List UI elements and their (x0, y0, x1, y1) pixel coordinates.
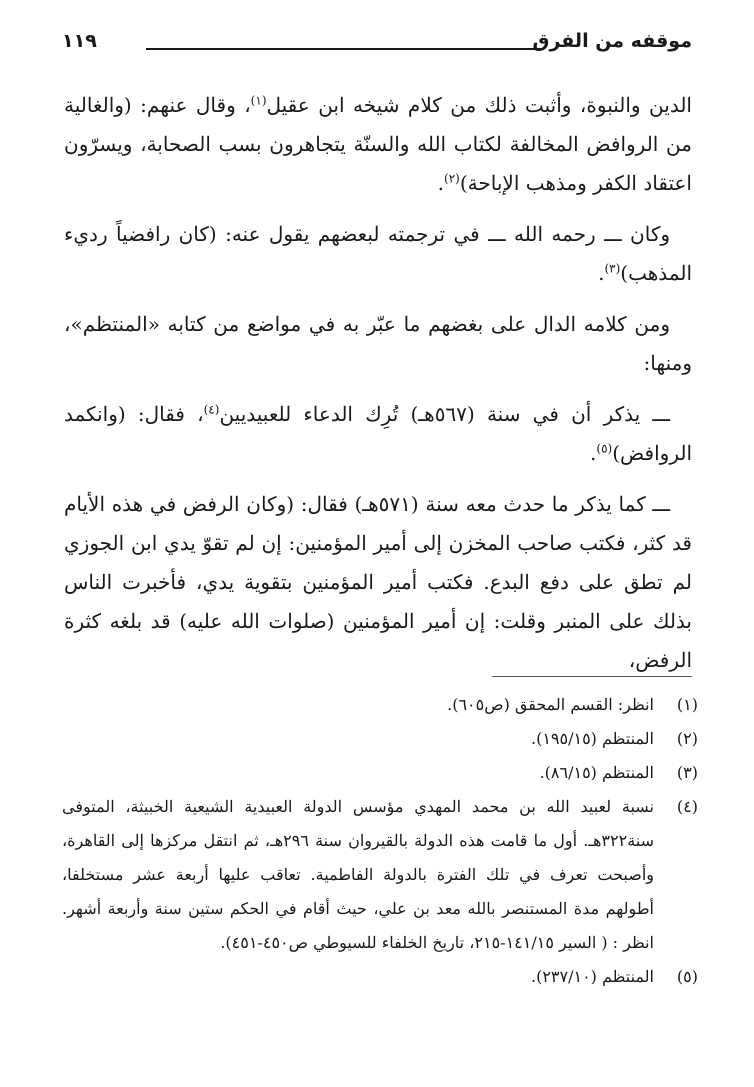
footnote-text: انظر: القسم المحقق (ص٦٠٥). (447, 695, 654, 714)
footnote-ref: (٥) (596, 441, 613, 456)
paragraph-4: ـــ يذكر أن في سنة (٥٦٧هـ) تُرِك الدعاء للعبيديين$^{(٤)}$، فقال: (وانكمد الروافض)$^{(٥)}$. (64, 402, 692, 465)
main-text (64, 86, 692, 692)
footnote-number: (١) (676, 695, 698, 714)
footnote-3 (62, 756, 698, 790)
footnote-text: المنتظم (١٩٥/١٥). (530, 729, 654, 748)
footnote-text: المنتظم (٨٦/١٥). (539, 763, 654, 782)
footnote-ref: (٤) (203, 402, 220, 417)
footnote-ref: (٢) (444, 171, 460, 186)
footnote-2 (62, 722, 698, 756)
footnote-1 (62, 688, 698, 722)
paragraph-2: وكان ـــ رحمه الله ـــ في ترجمته لبعضهم يقول عنه: (كان رافضياً رديء المذهب)$^{(٣)}$. (64, 222, 692, 285)
footnote-ref: (١) (250, 93, 267, 108)
footnote-text: المنتظم (٢٣٧/١٠). (530, 967, 654, 986)
running-title: موقفه من الفرق (532, 30, 692, 52)
footnote-4 (62, 790, 698, 960)
page-header (62, 28, 692, 62)
footnote-5 (62, 960, 698, 994)
footnote-ref: (٣) (604, 261, 621, 276)
footnote-text: نسبة لعبيد الله بن محمد المهدي مؤسس الدولة العبيدية الشيعية الخبيثة، المتوفى سنة٣٢٢هـ. أول ما قامت هذه الدولة بالقيروان سنة ٢٩٦هـ، ثم انتقل مركزها إلى القاهرة، وأصبحت تعرف في تلك الفترة بالدولة الفاطمية. تعاقب عليها أربعة عشر مستخلفا، أطولهم مدة المستنصر بالله معد بن علي، حيث أقام في الحكم ستين سنة وأربعة أشهر. انظر : ( السير ١٤١/١٥-٢١٥، تاريخ الخلفاء للسيوطي ص٤٥٠-٤٥١). (62, 797, 655, 952)
paragraph-1: الدين والنبوة، وأثبت ذلك من كلام شيخه ابن عقيل$^{(١)}$، وقال عنهم: (والغالية من الروافض المخالفة لكتاب الله والسنّة يتجاهرون بسب الصحابة، ويسرّون اعتقاد الكفر ومذهب الإباحة)$^{(٢)}$. (64, 93, 692, 195)
page-number: ١١٩ (62, 30, 97, 52)
footnotes (62, 688, 698, 994)
footnote-number: (٥) (676, 967, 698, 986)
footnote-number: (٤) (676, 797, 698, 816)
footnote-number: (٢) (676, 729, 698, 748)
header-rule (146, 48, 542, 50)
paragraph-3: ومن كلامه الدال على بغضهم ما عبّر به في مواضع من كتابه «المنتظم»، ومنها: (64, 312, 692, 375)
footnote-number: (٣) (676, 763, 698, 782)
paragraph-5: ـــ كما يذكر ما حدث معه سنة (٥٧١هـ) فقال: (وكان الرفض في هذه الأيام قد كثر، فكتب صاحب المخزن إلى أمير المؤمنين: إن لم تقوّ يدي ابن الجوزي لم تطق على دفع البدع. فكتب أمير المؤمنين بتقوية يدي، فأخبرت الناس بذلك على المنبر وقلت: إن أمير المؤمنين (صلوات الله عليه) قد بلغه كثرة الرفض، (64, 492, 693, 672)
footnote-separator (492, 676, 692, 677)
